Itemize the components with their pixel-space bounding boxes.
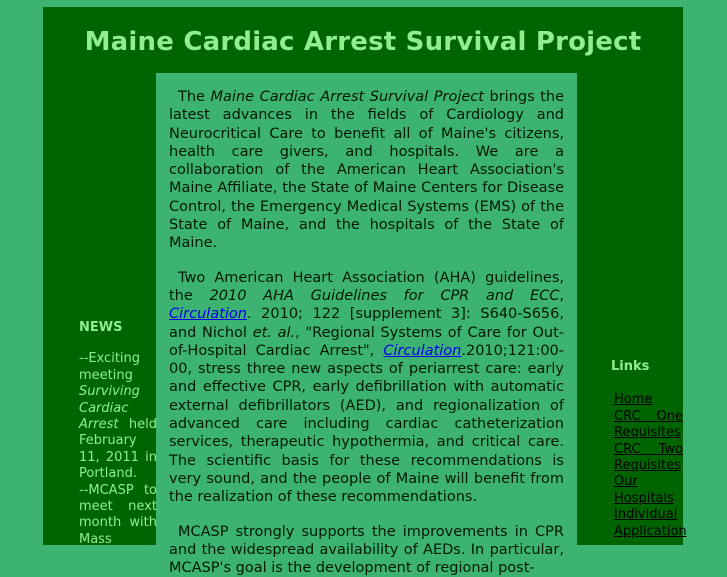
news-item-1-text: --Exciting meeting	[79, 351, 141, 383]
news-body	[79, 351, 157, 548]
intro-paragraph	[156, 73, 577, 253]
links-list	[611, 392, 687, 540]
mcasp-paragraph: MCASP strongly supports the improvements in CPR and the widespread availability of AEDs. In particular, MCASP's goal is the development of regional post-	[169, 523, 564, 577]
intro-rest: brings the latest advances in the fields of Cardiology and Neurocritical Care to benefit all of Maine's citizens, health care givers, and hospitals. We are a collaboration of the American Heart Association's Maine Affiliate, the State of Maine Centers for Disease Control, the Emergency Medical Systems (EMS) of the State of Maine, and the hospitals of the State of Maine.	[169, 89, 564, 252]
home-link[interactable]: Home	[614, 392, 653, 408]
news-item-2-text: --MCASP to meet next month with Mass	[79, 482, 157, 547]
link-item-hospitals	[614, 474, 683, 507]
crc-one-requisites-link[interactable]: CRC One Requisites	[614, 408, 683, 441]
circulation-link-2[interactable]: Circulation	[383, 342, 462, 359]
page-container	[43, 7, 687, 577]
guideline-separator: ,	[559, 287, 565, 304]
main-content	[156, 73, 577, 577]
intro-lead: The	[178, 89, 205, 105]
news-heading: NEWS	[79, 320, 123, 335]
our-hospitals-link[interactable]: Our Hospitals	[614, 474, 674, 506]
guidelines-text-1: Two American Heart Association (AHA) guidelines, the	[169, 269, 564, 304]
guidelines-text-2: . 2010; 122 [supplement 3]: S640-S656, and Nichol	[169, 306, 564, 341]
guidelines-text-3: , "Regional Systems of Care for Out-of-Hospital Cardiac Arrest",	[169, 324, 564, 359]
et-al: et. al.	[252, 324, 296, 341]
news-event-name: Surviving Cardiac Arrest	[79, 384, 140, 433]
project-name: Maine Cardiac Arrest Survival Project	[210, 89, 484, 105]
news-item-1-rest: held February 11, 2011 in Portland.	[79, 417, 157, 482]
guideline-title: 2010 AHA Guidelines for CPR and ECC	[209, 287, 560, 304]
link-item-crc-one	[614, 409, 683, 442]
links-heading: Links	[611, 359, 650, 374]
individual-application-link[interactable]: Individual Application	[614, 507, 687, 539]
link-item-home	[614, 392, 683, 408]
links-sidebar	[611, 359, 687, 540]
crc-two-requisites-link[interactable]: CRC Two Requisites	[614, 441, 683, 474]
guidelines-paragraph	[156, 269, 577, 507]
circulation-link-1[interactable]: Circulation	[169, 306, 247, 323]
site-title: Maine Cardiac Arrest Survival Project	[84, 27, 642, 57]
guidelines-text-4: .2010;121:00-00, stress three new aspects of periarrest care: early and effective CPR, early defibrillation with automatic external defibrillators (AED), and regionalization of advanced care including cardiac catheterization services, therapeutic hypothermia, and critical care. The scientific basis for these recommendations is very sound, and the people of Maine will benefit from the realization of these recommendations.	[169, 342, 565, 506]
news-sidebar	[79, 320, 157, 548]
link-item-crc-two	[614, 442, 683, 475]
link-item-application	[614, 507, 687, 540]
